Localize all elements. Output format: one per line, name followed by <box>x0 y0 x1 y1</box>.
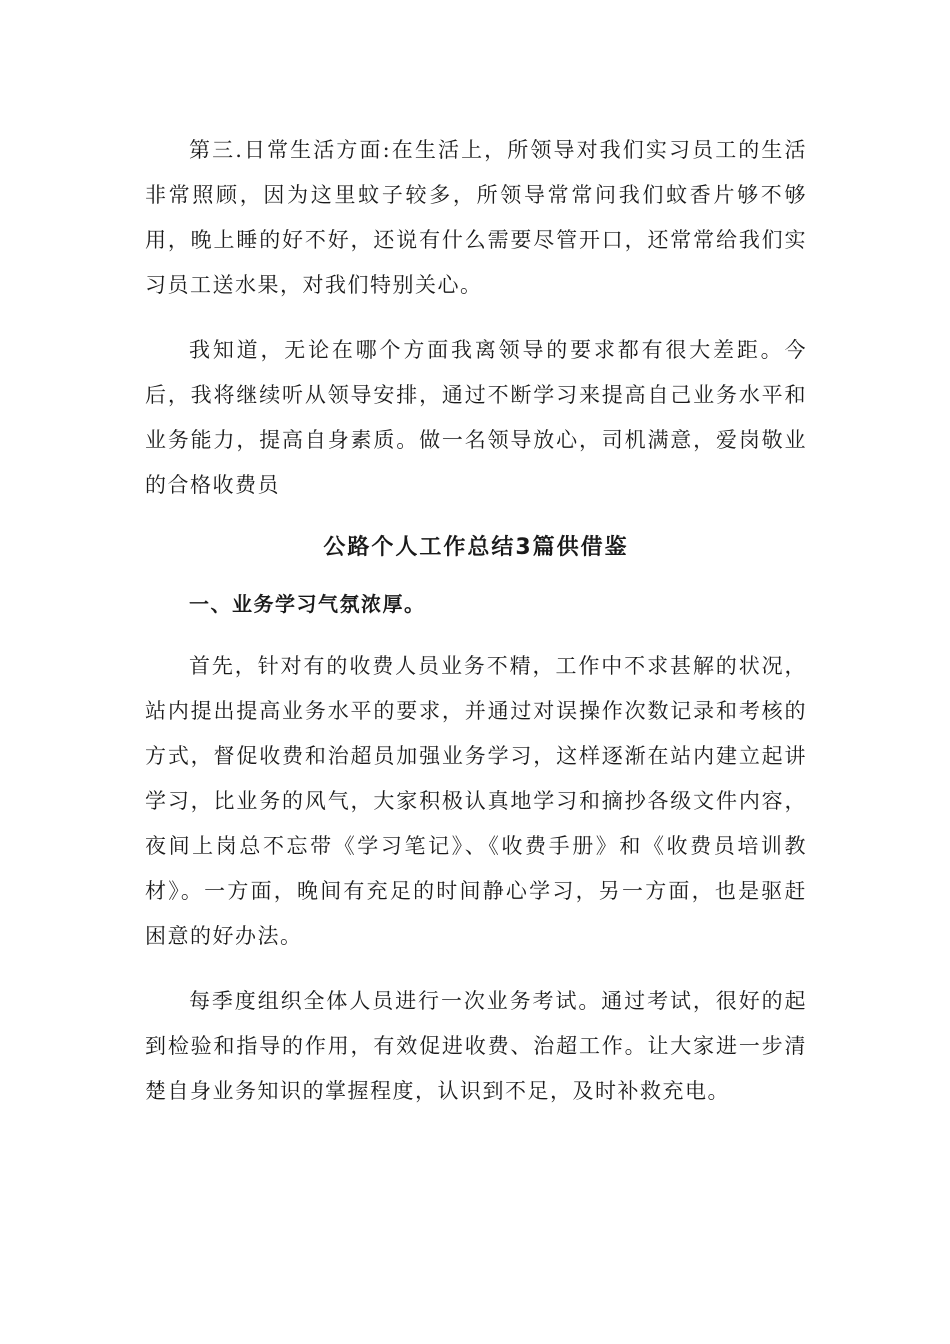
paragraph-commitment: 我知道，无论在哪个方面我离领导的要求都有很大差距。今后，我将继续听从领导安排，通过不断学习来提高自己业务水平和业务能力，提高自身素质。做一名领导放心，司机满意，爱岗敬业的合格收费员 <box>145 338 807 497</box>
paragraph-daily-life: 第三.日常生活方面:在生活上，所领导对我们实习员工的生活非常照顾，因为这里蚊子较多，所领导常常问我们蚊香片够不够用，晚上睡的好不好，还说有什么需要尽管开口，还常常给我们实习员工送水果，对我们特别关心。 <box>145 138 807 297</box>
paragraph-study-atmosphere: 首先，针对有的收费人员业务不精，工作中不求甚解的状况，站内提出提高业务水平的要求，并通过对误操作次数记录和考核的方式，督促收费和治超员加强业务学习，这样逐渐在站内建立起讲学习，比业务的风气，大家积极认真地学习和摘抄各级文件内容，夜间上岗总不忘带《学习笔记》、《收费手册》和《收费员培训教材》。一方面，晚间有充足的时间静心学习，另一方面，也是驱赶困意的好办法。 <box>145 654 807 948</box>
section-heading: 一、业务学习气氛浓厚。 <box>189 592 426 616</box>
document-body <box>145 128 807 1134</box>
paragraph-quarterly-exam: 每季度组织全体人员进行一次业务考试。通过考试，很好的起到检验和指导的作用，有效促进收费、治超工作。让大家进一步清楚自身业务知识的掌握程度，认识到不足，及时补救充电。 <box>145 989 807 1103</box>
document-title: 公路个人工作总结3篇供借鉴 <box>323 535 629 560</box>
